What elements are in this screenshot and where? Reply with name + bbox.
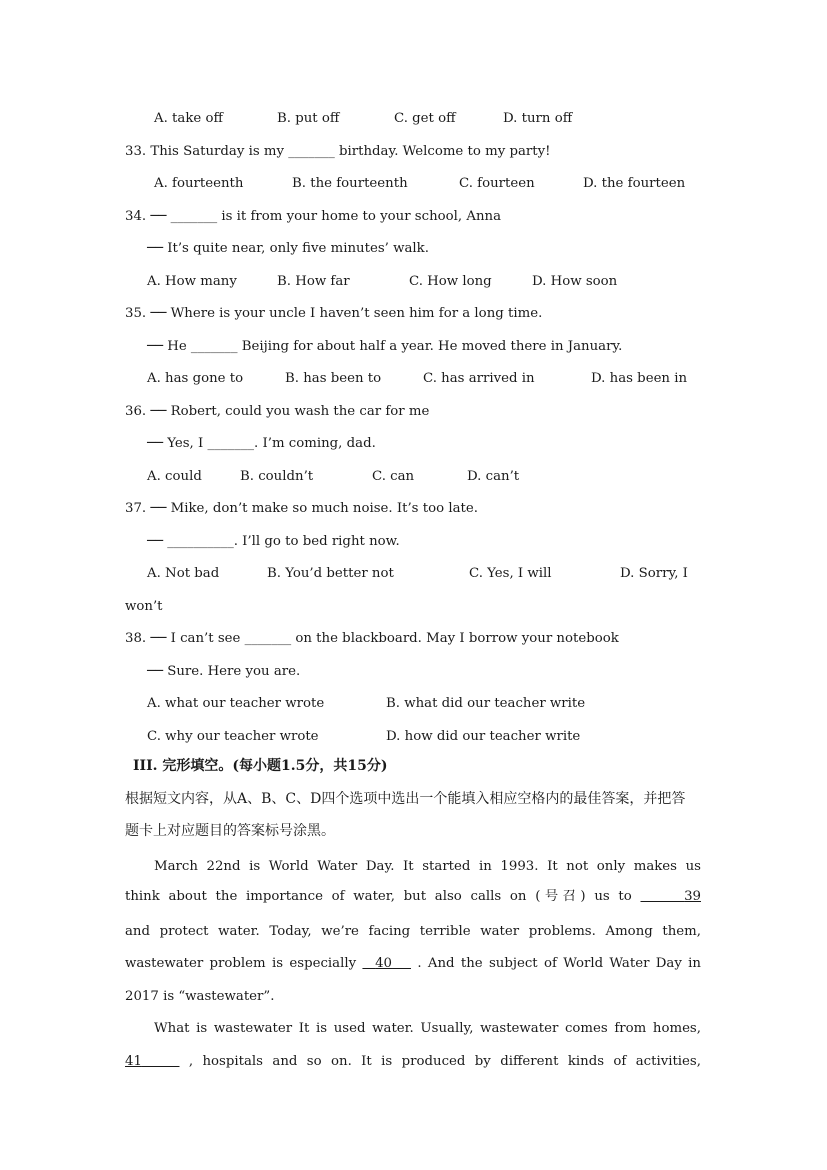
passage-p1-line1: March 22nd is World Water Day. It started in 1993. It not only makes us bbox=[154, 859, 701, 874]
passage-p2-line2-after: , hospitals and so on. It is produced by different kinds of activities, bbox=[188, 1054, 701, 1069]
q37-options bbox=[0, 565, 827, 673]
q36-option-b: B. couldn’t bbox=[240, 469, 314, 484]
q38-option-c: C. why our teacher wrote bbox=[147, 729, 319, 744]
q33-option-c: C. fourteen bbox=[459, 176, 535, 191]
q35-stem: 35. ── Where is your uncle I haven’t seen him for a long time. bbox=[125, 306, 543, 321]
q38-stem: 38. ── I can’t see _______ on the blackboard. May I borrow your notebook bbox=[125, 631, 619, 646]
q32-option-d: D. turn off bbox=[503, 111, 573, 126]
q35-reply: ── He _______ Beijing for about half a year. He moved there in January. bbox=[147, 339, 623, 354]
q36-option-c: C. can bbox=[372, 469, 415, 484]
q37-reply: ── __________. I’ll go to bed right now. bbox=[147, 534, 400, 549]
q38-option-d: D. how did our teacher write bbox=[386, 729, 581, 744]
q33-options bbox=[0, 175, 827, 283]
q34-stem: 34. ── _______ is it from your home to your school, Anna bbox=[125, 209, 502, 224]
section-3-heading: III. 完形填空。(每小题1.5分，共15分) bbox=[133, 758, 388, 774]
q34-options bbox=[0, 273, 827, 381]
passage-p1-line2 bbox=[125, 888, 701, 906]
q35-option-d: D. has been in bbox=[591, 371, 688, 386]
blank-39 bbox=[641, 889, 702, 904]
blank-40-number: 40 bbox=[375, 956, 393, 971]
q37-option-a: A. Not bad bbox=[147, 566, 220, 581]
q37-option-d-wrap: won’t bbox=[125, 599, 163, 614]
passage-p1-line2-text: think about the importance of water, but also calls on (号召) us to bbox=[125, 889, 632, 904]
q36-reply: ── Yes, I _______. I’m coming, dad. bbox=[147, 436, 376, 451]
q34-option-c: C. How long bbox=[409, 274, 492, 289]
q36-option-d: D. can’t bbox=[467, 469, 520, 484]
q35-option-a: A. has gone to bbox=[147, 371, 244, 386]
q38-option-b: B. what did our teacher write bbox=[386, 696, 586, 711]
q33-stem: 33. This Saturday is my _______ birthday. Welcome to my party! bbox=[125, 144, 551, 159]
q34-option-d: D. How soon bbox=[532, 274, 618, 289]
q35-option-b: B. has been to bbox=[285, 371, 382, 386]
q38-option-a: A. what our teacher wrote bbox=[147, 696, 325, 711]
q32-option-c: C. get off bbox=[394, 111, 456, 126]
passage-p2-line1: What is wastewater It is used water. Usually, wastewater comes from homes, bbox=[154, 1021, 701, 1036]
q37-option-b: B. You’d better not bbox=[267, 566, 394, 581]
section-3-instruction-line1: 根据短文内容，从A、B、C、D四个选项中选出一个能填入相应空格内的最佳答案，并把答 bbox=[125, 791, 686, 807]
q33-option-b: B. the fourteenth bbox=[292, 176, 408, 191]
q32-option-a: A. take off bbox=[154, 111, 223, 126]
q36-stem: 36. ── Robert, could you wash the car for me bbox=[125, 404, 430, 419]
q37-option-c: C. Yes, I will bbox=[469, 566, 552, 581]
section-3-instruction-line2: 题卡上对应题目的答案标号涂黑。 bbox=[125, 823, 335, 839]
blank-41 bbox=[125, 1054, 179, 1069]
passage-p1-line4 bbox=[125, 955, 701, 973]
blank-40 bbox=[362, 956, 411, 971]
passage-p1-line4-before: wastewater problem is especially bbox=[125, 956, 357, 971]
q34-reply: ── It’s quite near, only five minutes’ walk. bbox=[147, 241, 429, 256]
q36-options bbox=[0, 468, 827, 576]
q36-option-a: A. could bbox=[147, 469, 202, 484]
blank-41-number: 41 bbox=[125, 1054, 142, 1069]
passage-p1-line4-after: . And the subject of World Water Day in bbox=[417, 956, 701, 971]
q35-option-c: C. has arrived in bbox=[423, 371, 535, 386]
q37-option-d: D. Sorry, I bbox=[620, 566, 688, 581]
q32-option-b: B. put off bbox=[277, 111, 340, 126]
q33-option-a: A. fourteenth bbox=[154, 176, 244, 191]
q35-options bbox=[0, 370, 827, 478]
q33-option-d: D. the fourteen bbox=[583, 176, 686, 191]
q37-stem: 37. ── Mike, don’t make so much noise. It’s too late. bbox=[125, 501, 478, 516]
passage-p1-line3: and protect water. Today, we’re facing terrible water problems. Among them, bbox=[125, 924, 701, 939]
q34-option-b: B. How far bbox=[277, 274, 350, 289]
passage-p1-line5: 2017 is “wastewater”. bbox=[125, 989, 275, 1004]
blank-39-number: 39 bbox=[684, 889, 701, 904]
passage-p2-line2 bbox=[125, 1053, 701, 1071]
q34-option-a: A. How many bbox=[147, 274, 237, 289]
q38-reply: ── Sure. Here you are. bbox=[147, 664, 301, 679]
